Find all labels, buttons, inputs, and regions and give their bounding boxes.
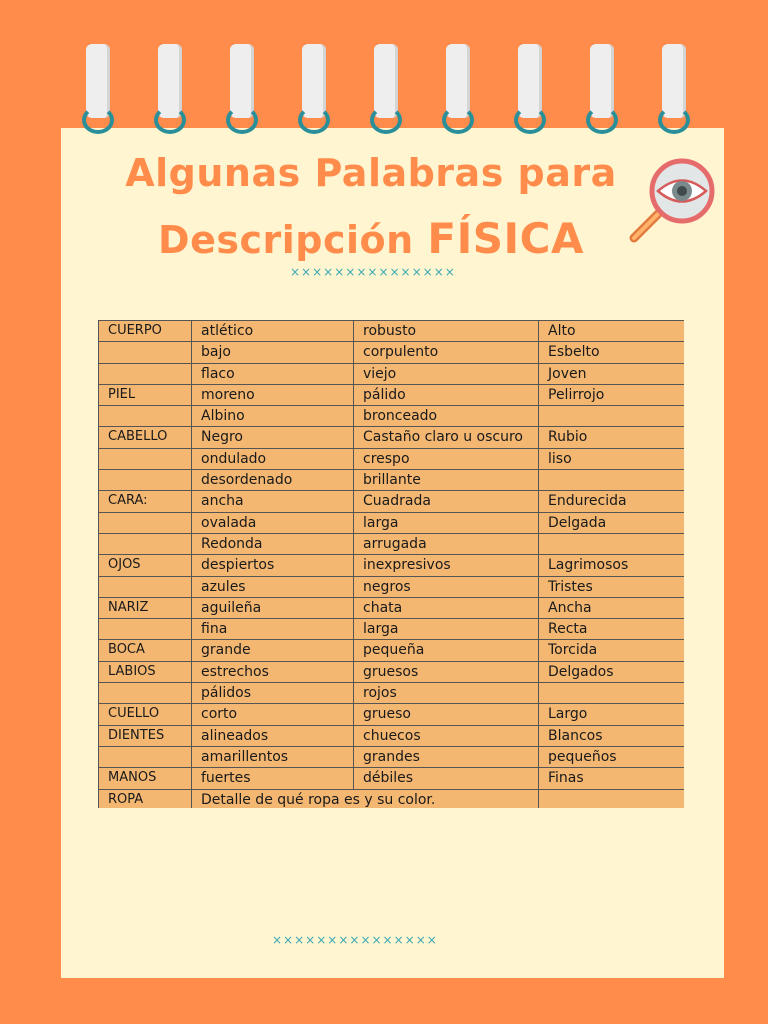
table-cell: [99, 342, 192, 363]
spiral-ring: [661, 44, 687, 128]
table-cell: débiles: [354, 768, 539, 789]
table-cell: CARA:: [99, 491, 192, 512]
table-cell: fuertes: [192, 768, 354, 789]
spiral-ring: [85, 44, 111, 128]
vocabulary-table: [98, 320, 684, 808]
table-cell: bajo: [192, 342, 354, 363]
decorative-x-row-top: ×××××××××××××××: [290, 265, 456, 279]
table-cell: Delgada: [539, 512, 685, 533]
table-cell: Recta: [539, 619, 685, 640]
table-row: [99, 683, 685, 704]
spiral-ring: [301, 44, 327, 128]
table-cell: OJOS: [99, 555, 192, 576]
table-cell: inexpresivos: [354, 555, 539, 576]
title-line-2-strong: FÍSICA: [427, 214, 584, 263]
table-cell: Negro: [192, 427, 354, 448]
table-cell: viejo: [354, 363, 539, 384]
table-cell: [539, 406, 685, 427]
spiral-ring: [373, 44, 399, 128]
table-cell: [99, 746, 192, 767]
table-row: [99, 619, 685, 640]
table-cell: pálido: [354, 384, 539, 405]
table-cell: Esbelto: [539, 342, 685, 363]
table-cell: Ancha: [539, 597, 685, 618]
table-cell: despiertos: [192, 555, 354, 576]
table-cell: [99, 470, 192, 491]
table-cell: robusto: [354, 321, 539, 342]
table-row: [99, 533, 685, 554]
table-cell: Cuadrada: [354, 491, 539, 512]
table-cell: gruesos: [354, 661, 539, 682]
table-cell: CUERPO: [99, 321, 192, 342]
magnifying-glass-eye-icon: [626, 158, 716, 248]
table-row: [99, 342, 685, 363]
table-cell: larga: [354, 619, 539, 640]
table-cell: [539, 683, 685, 704]
spiral-ring: [157, 44, 183, 128]
title-line-2: [61, 206, 681, 273]
table-cell: crespo: [354, 448, 539, 469]
table-row: [99, 321, 685, 342]
table-cell: Albino: [192, 406, 354, 427]
table-cell: pequeña: [354, 640, 539, 661]
page-title: [61, 140, 681, 273]
table-cell: larga: [354, 512, 539, 533]
table-row: [99, 363, 685, 384]
table-cell: desordenado: [192, 470, 354, 491]
table-cell: Rubio: [539, 427, 685, 448]
table-cell: chata: [354, 597, 539, 618]
spiral-ring: [445, 44, 471, 128]
table-cell: CUELLO: [99, 704, 192, 725]
table-row: [99, 768, 685, 789]
spiral-ring: [589, 44, 615, 128]
table-cell: [539, 470, 685, 491]
table-row: [99, 661, 685, 682]
table-cell: Finas: [539, 768, 685, 789]
table-cell: fina: [192, 619, 354, 640]
table-cell: Torcida: [539, 640, 685, 661]
table-cell: Detalle de qué ropa es y su color.: [192, 789, 539, 808]
table-cell: [99, 683, 192, 704]
table-cell: rojos: [354, 683, 539, 704]
table-cell: atlético: [192, 321, 354, 342]
table-cell: ondulado: [192, 448, 354, 469]
table-row: [99, 384, 685, 405]
table-cell: moreno: [192, 384, 354, 405]
table-cell: NARIZ: [99, 597, 192, 618]
table-cell: corpulento: [354, 342, 539, 363]
table-row: [99, 576, 685, 597]
table-cell: PIEL: [99, 384, 192, 405]
table-cell: estrechos: [192, 661, 354, 682]
table-cell: [99, 576, 192, 597]
table-cell: bronceado: [354, 406, 539, 427]
table-cell: MANOS: [99, 768, 192, 789]
spiral-ring: [229, 44, 255, 128]
table-row: [99, 597, 685, 618]
table-row: [99, 704, 685, 725]
table-cell: [99, 448, 192, 469]
table-cell: amarillentos: [192, 746, 354, 767]
table-cell: grande: [192, 640, 354, 661]
table-cell: aguileña: [192, 597, 354, 618]
table-cell: ROPA: [99, 789, 192, 808]
table-cell: ovalada: [192, 512, 354, 533]
table-row: [99, 448, 685, 469]
table-cell: liso: [539, 448, 685, 469]
table-cell: pálidos: [192, 683, 354, 704]
table-cell: brillante: [354, 470, 539, 491]
table-cell: Redonda: [192, 533, 354, 554]
table-cell: [99, 533, 192, 554]
table-cell: [99, 619, 192, 640]
table-row: [99, 555, 685, 576]
table-cell: Endurecida: [539, 491, 685, 512]
table-row: [99, 789, 685, 808]
table-cell: [539, 533, 685, 554]
table-row: [99, 427, 685, 448]
table-cell: negros: [354, 576, 539, 597]
table-cell: [99, 363, 192, 384]
table-cell: LABIOS: [99, 661, 192, 682]
table-row: [99, 725, 685, 746]
table-row: [99, 746, 685, 767]
table-row: [99, 512, 685, 533]
table-cell: azules: [192, 576, 354, 597]
table-cell: grandes: [354, 746, 539, 767]
table-cell: pequeños: [539, 746, 685, 767]
table-cell: Joven: [539, 363, 685, 384]
title-line-2-prefix: Descripción: [158, 218, 414, 262]
table-cell: [539, 789, 685, 808]
table-cell: [99, 512, 192, 533]
table-cell: Lagrimosos: [539, 555, 685, 576]
spiral-ring: [517, 44, 543, 128]
table-row: [99, 640, 685, 661]
table-cell: corto: [192, 704, 354, 725]
table-cell: CABELLO: [99, 427, 192, 448]
table-row: [99, 491, 685, 512]
table-cell: Largo: [539, 704, 685, 725]
table-cell: DIENTES: [99, 725, 192, 746]
table-cell: Pelirrojo: [539, 384, 685, 405]
title-line-1: Algunas Palabras para: [125, 151, 617, 195]
table-cell: BOCA: [99, 640, 192, 661]
table-row: [99, 406, 685, 427]
table-cell: arrugada: [354, 533, 539, 554]
table-cell: Blancos: [539, 725, 685, 746]
table-cell: alineados: [192, 725, 354, 746]
table-cell: [99, 406, 192, 427]
table-cell: grueso: [354, 704, 539, 725]
vocabulary-table-body: [99, 321, 685, 809]
table-cell: Castaño claro u oscuro: [354, 427, 539, 448]
decorative-x-row-bottom: ×××××××××××××××: [272, 933, 438, 947]
table-row: [99, 470, 685, 491]
table-cell: ancha: [192, 491, 354, 512]
table-cell: chuecos: [354, 725, 539, 746]
table-cell: Alto: [539, 321, 685, 342]
table-cell: flaco: [192, 363, 354, 384]
table-cell: Tristes: [539, 576, 685, 597]
table-cell: Delgados: [539, 661, 685, 682]
